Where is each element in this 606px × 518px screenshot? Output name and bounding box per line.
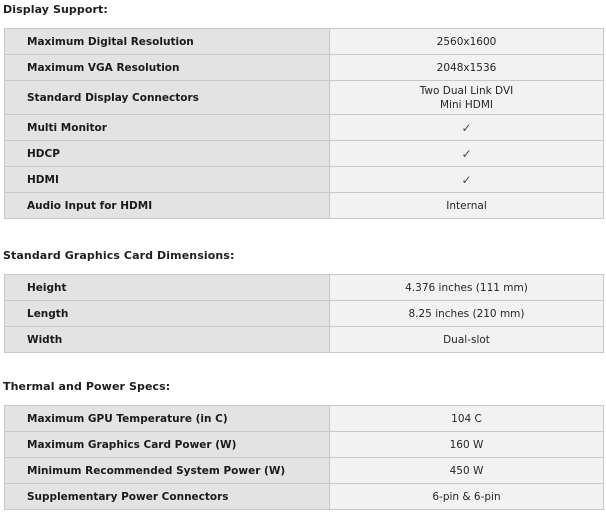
spec-label: Minimum Recommended System Power (W) <box>5 458 330 484</box>
spec-value <box>330 115 604 141</box>
spec-value: 104 C <box>330 406 604 432</box>
dimensions-table <box>4 274 604 353</box>
table-row <box>5 115 604 141</box>
spec-value: Dual-slot <box>330 327 604 353</box>
spec-value-line: Mini HDMI <box>439 98 494 111</box>
spec-label: Maximum Graphics Card Power (W) <box>5 432 330 458</box>
section-title-thermal-power: Thermal and Power Specs: <box>3 380 171 393</box>
table-row <box>5 301 604 327</box>
thermal-power-table <box>4 405 604 510</box>
spec-value: 450 W <box>330 458 604 484</box>
spec-label: Length <box>5 301 330 327</box>
spec-label: Multi Monitor <box>5 115 330 141</box>
table-row <box>5 406 604 432</box>
spec-value: 160 W <box>330 432 604 458</box>
spec-label: Maximum GPU Temperature (in C) <box>5 406 330 432</box>
spec-label: Supplementary Power Connectors <box>5 484 330 510</box>
spec-value: 8.25 inches (210 mm) <box>330 301 604 327</box>
spec-value-line: Two Dual Link DVI <box>419 84 514 97</box>
table-row <box>5 55 604 81</box>
checkmark-icon: ✓ <box>461 146 472 161</box>
spec-value <box>330 141 604 167</box>
spec-label: HDCP <box>5 141 330 167</box>
spec-label: Standard Display Connectors <box>5 81 330 115</box>
table-row <box>5 458 604 484</box>
table-row <box>5 29 604 55</box>
checkmark-icon: ✓ <box>461 172 472 187</box>
table-row <box>5 193 604 219</box>
table-row <box>5 432 604 458</box>
spec-value: Internal <box>330 193 604 219</box>
table-row <box>5 275 604 301</box>
spec-value: 6-pin & 6-pin <box>330 484 604 510</box>
spec-value: 2048x1536 <box>330 55 604 81</box>
spec-value <box>330 81 604 115</box>
spec-label: Height <box>5 275 330 301</box>
spec-label: Width <box>5 327 330 353</box>
display-support-table <box>4 28 604 219</box>
spec-label: Maximum VGA Resolution <box>5 55 330 81</box>
table-row <box>5 167 604 193</box>
table-row <box>5 327 604 353</box>
table-row <box>5 81 604 115</box>
checkmark-icon: ✓ <box>461 120 472 135</box>
spec-value: 4.376 inches (111 mm) <box>330 275 604 301</box>
spec-label: HDMI <box>5 167 330 193</box>
table-row <box>5 141 604 167</box>
table-row <box>5 484 604 510</box>
section-title-dimensions: Standard Graphics Card Dimensions: <box>3 249 235 262</box>
spec-label: Maximum Digital Resolution <box>5 29 330 55</box>
section-title-display-support: Display Support: <box>3 3 108 16</box>
spec-value <box>330 167 604 193</box>
spec-label: Audio Input for HDMI <box>5 193 330 219</box>
spec-value: 2560x1600 <box>330 29 604 55</box>
